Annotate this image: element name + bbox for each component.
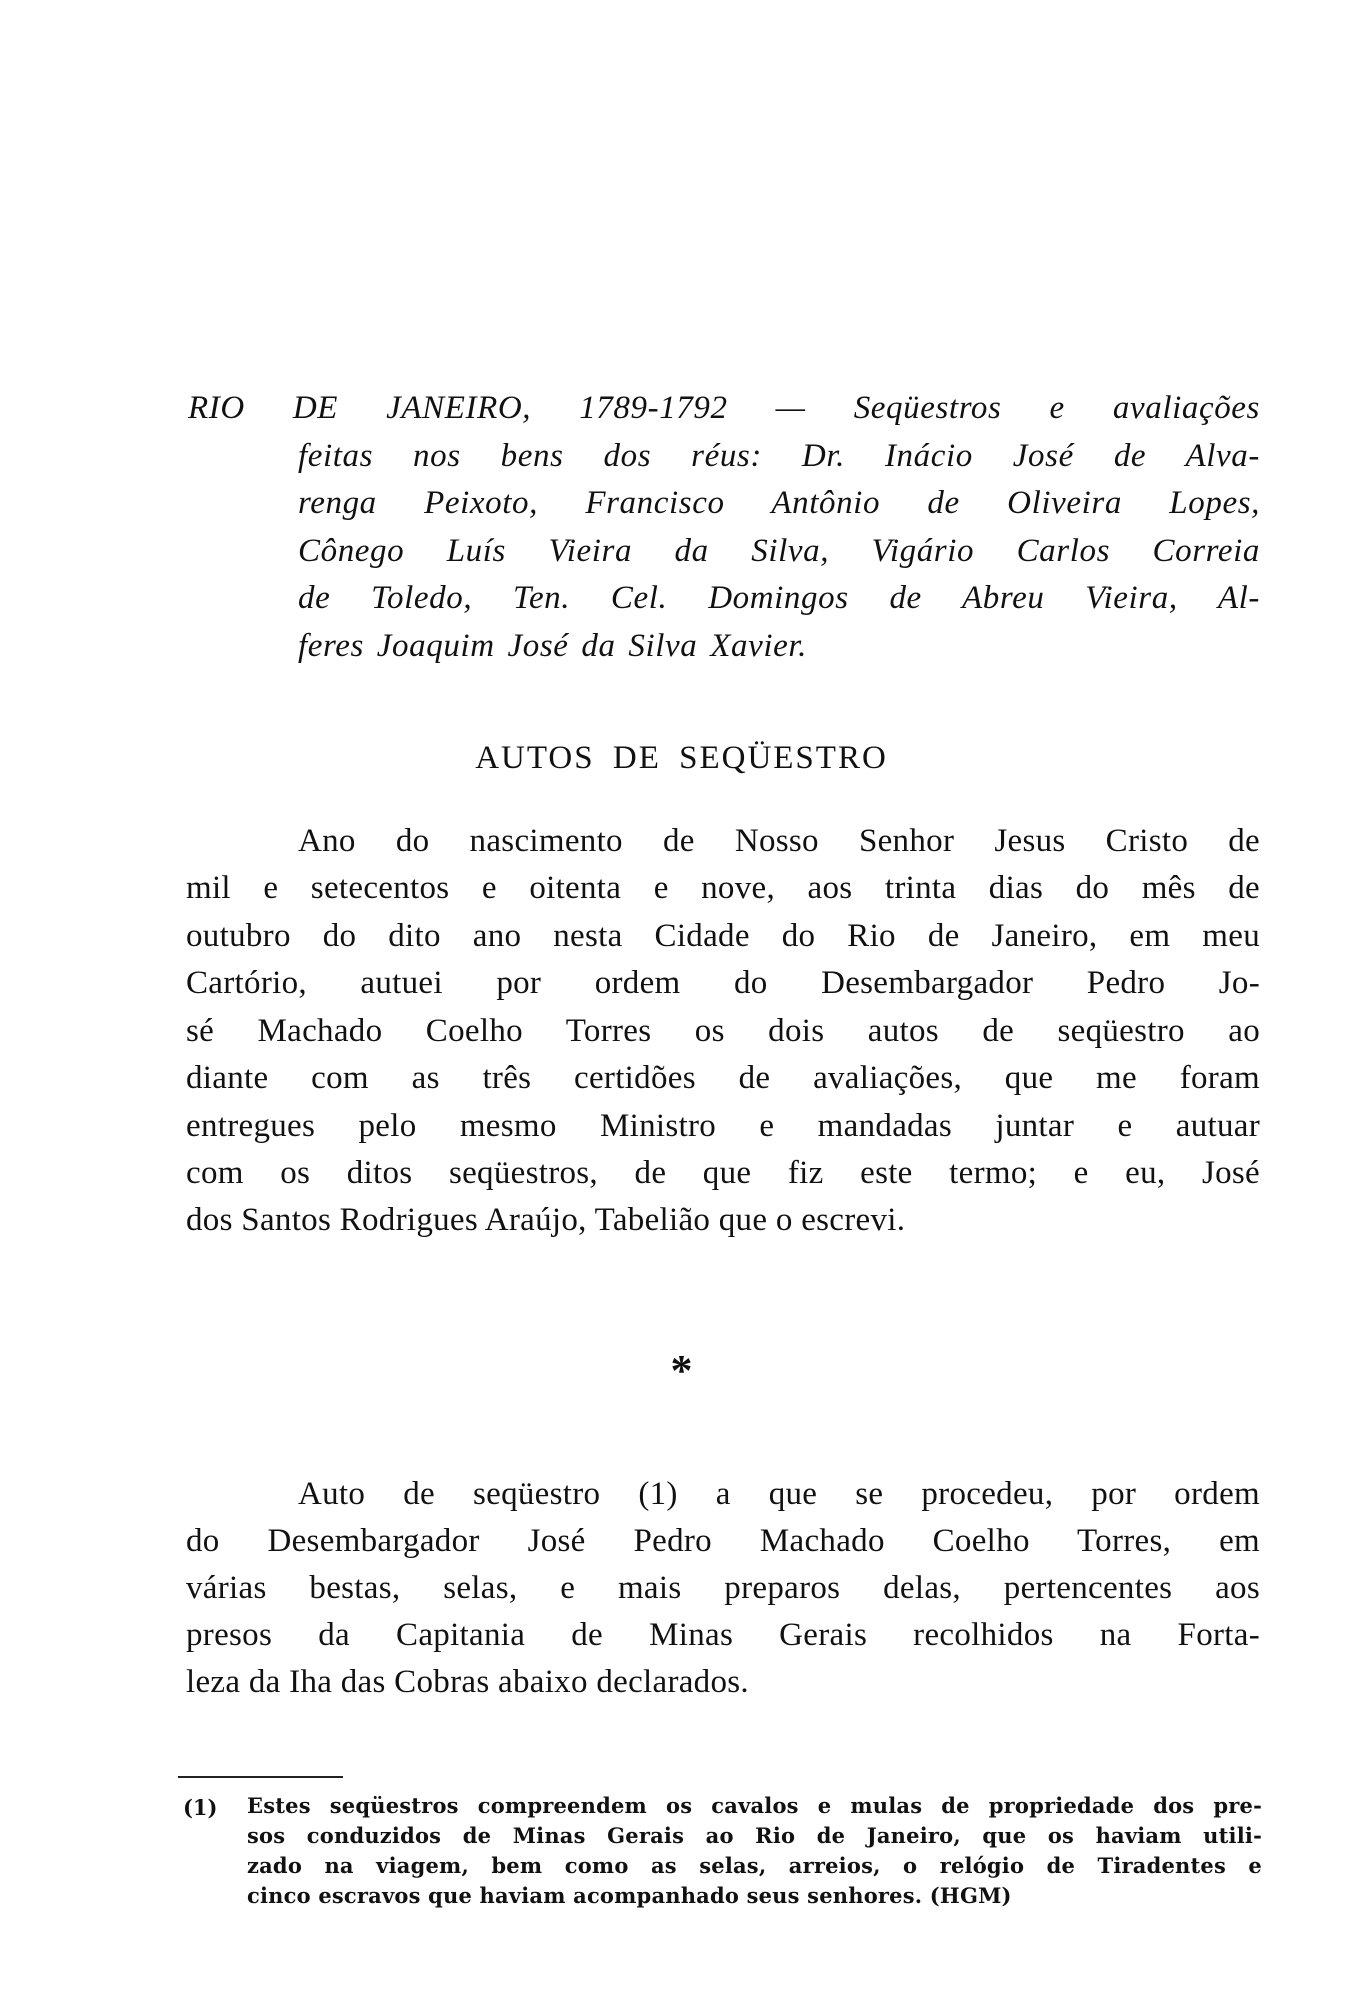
heading-line: feres Joaquim José da Silva Xavier. bbox=[298, 630, 807, 664]
paragraph-line: entregues pelo mesmo Ministro e mandadas juntar e autuar bbox=[186, 1110, 1260, 1144]
footnote-line: cinco escravos que haviam acompanhado seus senhores. (HGM) bbox=[247, 1885, 1012, 1908]
paragraph-line: várias bestas, selas, e mais preparos delas, pertencentes aos bbox=[186, 1572, 1260, 1606]
paragraph-line: outubro do dito ano nesta Cidade do Rio de Janeiro, em meu bbox=[186, 920, 1260, 954]
paragraph-line: sé Machado Coelho Torres os dois autos de seqüestro ao bbox=[186, 1015, 1260, 1049]
heading-line: Cônego Luís Vieira da Silva, Vigário Carlos Correia bbox=[298, 535, 1260, 569]
paragraph-line: presos da Capitania de Minas Gerais recolhidos na Forta- bbox=[186, 1619, 1260, 1653]
footnote-number: (1) bbox=[183, 1795, 218, 1820]
paragraph-line: dos Santos Rodrigues Araújo, Tabelião que o escrevi. bbox=[186, 1204, 906, 1238]
footnote-line: Estes seqüestros compreendem os cavalos e mulas de propriedade dos pre- bbox=[247, 1795, 1262, 1818]
paragraph-line: com os ditos seqüestros, de que fiz este termo; e eu, José bbox=[186, 1157, 1260, 1191]
paragraph-line: diante com as três certidões de avaliações, que me foram bbox=[186, 1062, 1260, 1096]
heading-line: de Toledo, Ten. Cel. Domingos de Abreu Vieira, Al- bbox=[298, 582, 1260, 616]
paragraph-line: leza da Iha das Cobras abaixo declarados. bbox=[186, 1666, 749, 1700]
paragraph-line: mil e setecentos e oitenta e nove, aos trinta dias do mês de bbox=[186, 872, 1260, 906]
paragraph-line: Cartório, autuei por ordem do Desembargador Pedro Jo- bbox=[186, 967, 1260, 1001]
paragraph-line: do Desembargador José Pedro Machado Coelho Torres, em bbox=[186, 1525, 1260, 1559]
paragraph-line: Auto de seqüestro (1) a que se procedeu, por ordem bbox=[298, 1478, 1260, 1512]
heading-line: renga Peixoto, Francisco Antônio de Oliveira Lopes, bbox=[298, 487, 1260, 521]
section-title: AUTOS DE SEQÜESTRO bbox=[475, 740, 888, 776]
footnote-divider bbox=[178, 1776, 343, 1778]
footnote-line: sos conduzidos de Minas Gerais ao Rio de Janeiro, que os haviam utili- bbox=[247, 1825, 1262, 1848]
asterisk-separator: * bbox=[670, 1346, 693, 1395]
paragraph-line: Ano do nascimento de Nosso Senhor Jesus Cristo de bbox=[298, 825, 1260, 859]
heading-line: RIO DE JANEIRO, 1789-1792 — Seqüestros e avaliações bbox=[188, 392, 1260, 426]
footnote-line: zado na viagem, bem como as selas, arreios, o relógio de Tiradentes e bbox=[247, 1855, 1262, 1878]
heading-line: feitas nos bens dos réus: Dr. Inácio José de Alva- bbox=[298, 440, 1260, 474]
